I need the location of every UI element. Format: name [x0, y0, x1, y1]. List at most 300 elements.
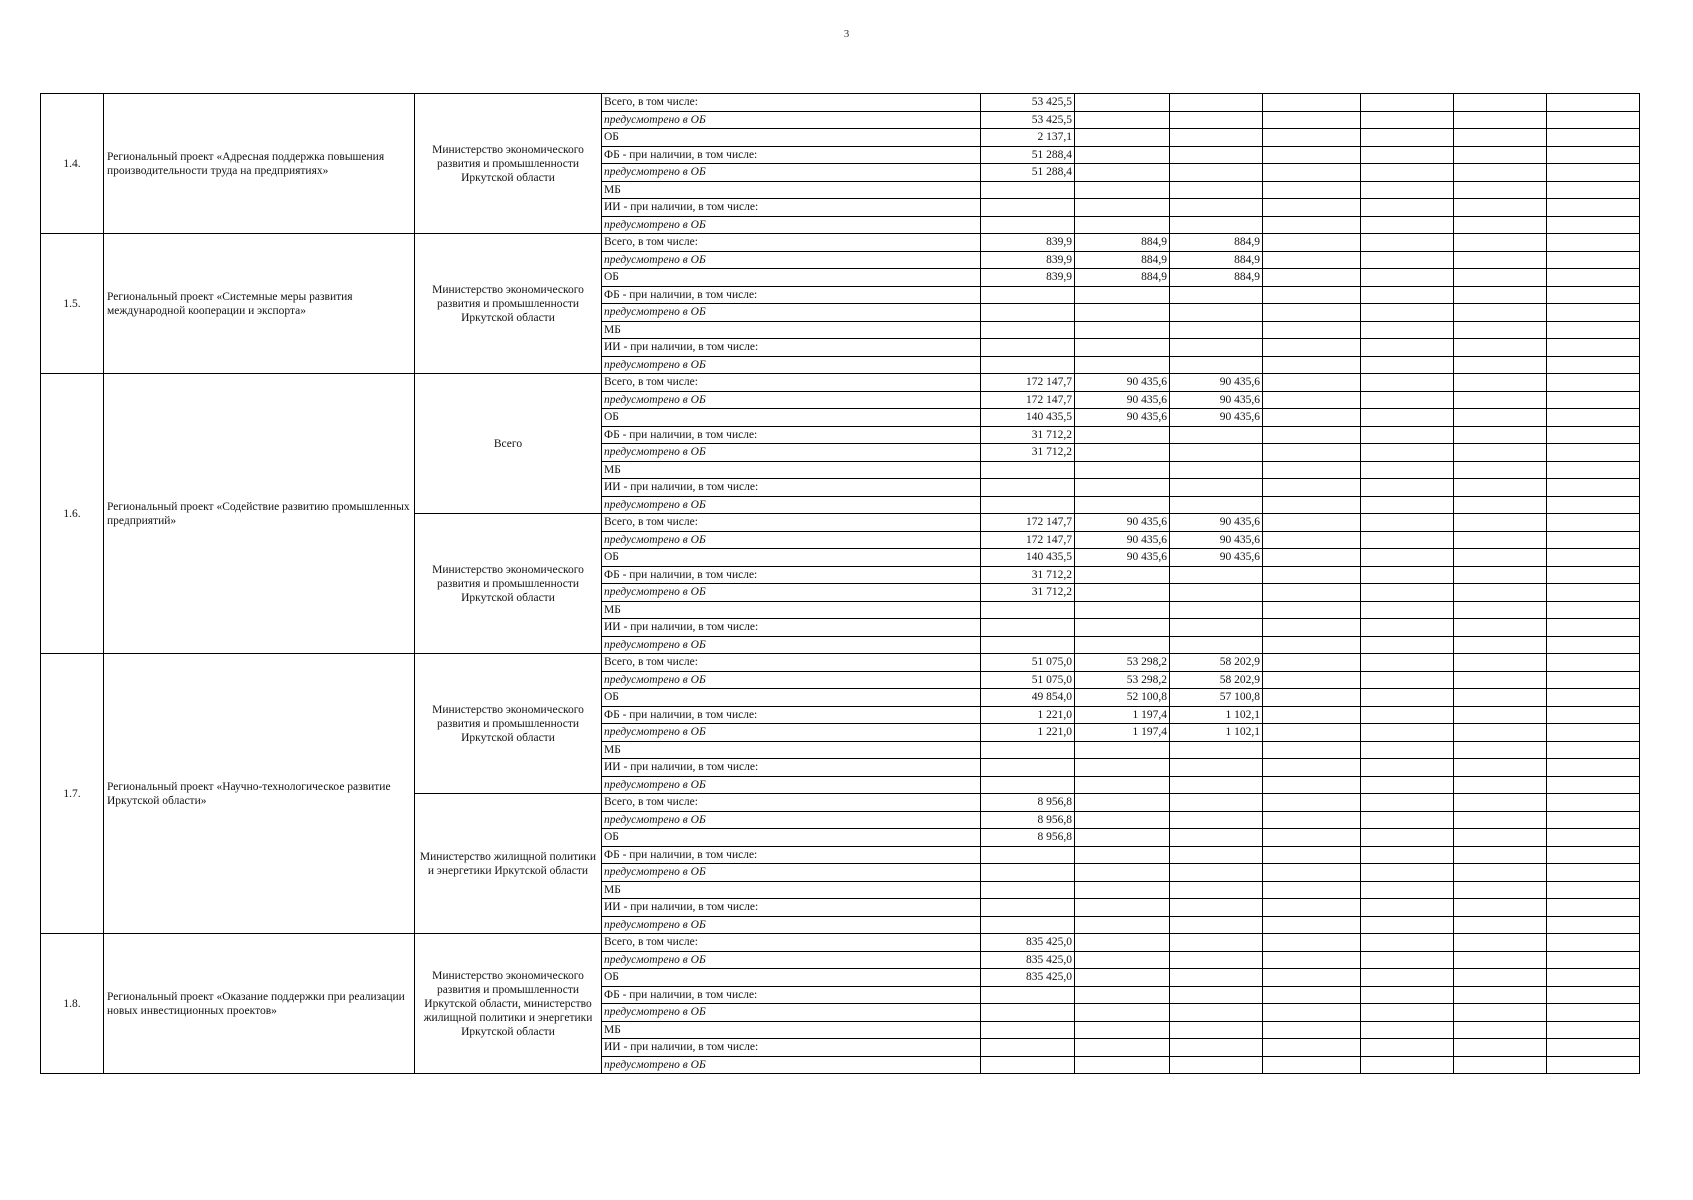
- amount-cell: [1454, 496, 1547, 514]
- amount-cell: [1454, 531, 1547, 549]
- executor: Министерство экономического развития и промышленности Иркутской области: [415, 234, 602, 374]
- amount-cell: [1263, 1056, 1361, 1074]
- amount-cell: [1075, 741, 1170, 759]
- amount-cell: [981, 846, 1075, 864]
- amount-cell: [1263, 619, 1361, 637]
- executor: Министерство экономического развития и промышленности Иркутской области: [415, 514, 602, 654]
- amount-cell: [1454, 619, 1547, 637]
- funding-source: предусмотрено в ОБ: [602, 496, 981, 514]
- amount-cell: [1170, 951, 1263, 969]
- amount-cell: [1361, 251, 1454, 269]
- amount-cell: [1263, 461, 1361, 479]
- amount-cell: 53 298,2: [1075, 654, 1170, 672]
- amount-cell: [1454, 584, 1547, 602]
- amount-cell: [1170, 286, 1263, 304]
- amount-cell: [1361, 846, 1454, 864]
- amount-cell: [1263, 356, 1361, 374]
- amount-cell: [1454, 846, 1547, 864]
- amount-cell: [1361, 601, 1454, 619]
- amount-cell: [1361, 811, 1454, 829]
- funding-source: ОБ: [602, 409, 981, 427]
- amount-cell: [981, 286, 1075, 304]
- amount-cell: 172 147,7: [981, 514, 1075, 532]
- amount-cell: [981, 339, 1075, 357]
- amount-cell: [1454, 1004, 1547, 1022]
- amount-cell: [1454, 899, 1547, 917]
- amount-cell: [1547, 164, 1640, 182]
- funding-source: Всего, в том числе:: [602, 934, 981, 952]
- amount-cell: 51 075,0: [981, 654, 1075, 672]
- amount-cell: [1361, 444, 1454, 462]
- amount-cell: [1263, 864, 1361, 882]
- amount-cell: [1361, 934, 1454, 952]
- amount-cell: [1454, 461, 1547, 479]
- amount-cell: [981, 986, 1075, 1004]
- amount-cell: [1075, 164, 1170, 182]
- amount-cell: [1454, 549, 1547, 567]
- amount-cell: [1075, 899, 1170, 917]
- amount-cell: [1547, 444, 1640, 462]
- amount-cell: [981, 216, 1075, 234]
- amount-cell: [1361, 164, 1454, 182]
- amount-cell: [1263, 199, 1361, 217]
- amount-cell: [1075, 566, 1170, 584]
- amount-cell: [1075, 356, 1170, 374]
- amount-cell: [1075, 111, 1170, 129]
- amount-cell: 1 102,1: [1170, 706, 1263, 724]
- amount-cell: [1361, 986, 1454, 1004]
- amount-cell: [1547, 129, 1640, 147]
- amount-cell: [981, 304, 1075, 322]
- amount-cell: [981, 1039, 1075, 1057]
- amount-cell: [1547, 986, 1640, 1004]
- amount-cell: 8 956,8: [981, 811, 1075, 829]
- amount-cell: [1263, 164, 1361, 182]
- amount-cell: [1454, 776, 1547, 794]
- amount-cell: [1454, 356, 1547, 374]
- amount-cell: [1263, 234, 1361, 252]
- amount-cell: [1170, 199, 1263, 217]
- funding-source: ФБ - при наличии, в том числе:: [602, 286, 981, 304]
- amount-cell: [1170, 776, 1263, 794]
- executor: Всего: [415, 374, 602, 514]
- amount-cell: [1075, 934, 1170, 952]
- amount-cell: [1454, 181, 1547, 199]
- amount-cell: [1547, 636, 1640, 654]
- table-row: [41, 374, 1640, 392]
- funding-source: предусмотрено в ОБ: [602, 444, 981, 462]
- amount-cell: [1361, 286, 1454, 304]
- amount-cell: [1170, 934, 1263, 952]
- amount-cell: [981, 1021, 1075, 1039]
- amount-cell: [1361, 426, 1454, 444]
- amount-cell: [1263, 286, 1361, 304]
- amount-cell: [1075, 916, 1170, 934]
- amount-cell: [1547, 811, 1640, 829]
- funding-source: предусмотрено в ОБ: [602, 111, 981, 129]
- amount-cell: [1170, 129, 1263, 147]
- amount-cell: 53 298,2: [1075, 671, 1170, 689]
- funding-source: Всего, в том числе:: [602, 374, 981, 392]
- amount-cell: [1454, 146, 1547, 164]
- amount-cell: [1547, 409, 1640, 427]
- amount-cell: [1547, 741, 1640, 759]
- amount-cell: [1361, 706, 1454, 724]
- amount-cell: [1361, 899, 1454, 917]
- amount-cell: [1454, 216, 1547, 234]
- amount-cell: [1547, 496, 1640, 514]
- amount-cell: [1170, 811, 1263, 829]
- amount-cell: [1547, 864, 1640, 882]
- amount-cell: 31 712,2: [981, 426, 1075, 444]
- amount-cell: [1263, 514, 1361, 532]
- amount-cell: [1547, 899, 1640, 917]
- amount-cell: [1263, 479, 1361, 497]
- amount-cell: [1454, 269, 1547, 287]
- amount-cell: [1263, 426, 1361, 444]
- amount-cell: [1263, 934, 1361, 952]
- amount-cell: [1263, 1004, 1361, 1022]
- funding-source: предусмотрено в ОБ: [602, 1056, 981, 1074]
- amount-cell: [1454, 199, 1547, 217]
- amount-cell: [981, 601, 1075, 619]
- amount-cell: [1263, 409, 1361, 427]
- amount-cell: [1361, 1056, 1454, 1074]
- amount-cell: [1454, 654, 1547, 672]
- amount-cell: [1547, 461, 1640, 479]
- amount-cell: [1170, 339, 1263, 357]
- amount-cell: [1075, 881, 1170, 899]
- amount-cell: [1075, 321, 1170, 339]
- amount-cell: [1075, 479, 1170, 497]
- amount-cell: [1547, 216, 1640, 234]
- funding-source: предусмотрено в ОБ: [602, 584, 981, 602]
- amount-cell: [1361, 461, 1454, 479]
- amount-cell: [1075, 94, 1170, 112]
- project-name: Региональный проект «Научно-технологическое развитие Иркутской области»: [104, 654, 415, 934]
- amount-cell: [1170, 461, 1263, 479]
- amount-cell: [1547, 321, 1640, 339]
- funding-source: ИИ - при наличии, в том числе:: [602, 759, 981, 777]
- project-name: Региональный проект «Адресная поддержка повышения производительности труда на предприятиях»: [104, 94, 415, 234]
- amount-cell: [1075, 986, 1170, 1004]
- funding-source: предусмотрено в ОБ: [602, 304, 981, 322]
- project-name: Региональный проект «Содействие развитию промышленных предприятий»: [104, 374, 415, 654]
- amount-cell: 90 435,6: [1170, 531, 1263, 549]
- amount-cell: 884,9: [1170, 234, 1263, 252]
- funding-source: предусмотрено в ОБ: [602, 811, 981, 829]
- amount-cell: 90 435,6: [1170, 409, 1263, 427]
- amount-cell: [1263, 1039, 1361, 1057]
- amount-cell: [1454, 934, 1547, 952]
- funding-source: ИИ - при наличии, в том числе:: [602, 479, 981, 497]
- amount-cell: [1170, 636, 1263, 654]
- amount-cell: [1361, 741, 1454, 759]
- amount-cell: [1075, 636, 1170, 654]
- amount-cell: [1454, 759, 1547, 777]
- amount-cell: [1263, 146, 1361, 164]
- amount-cell: [1170, 496, 1263, 514]
- amount-cell: [1361, 199, 1454, 217]
- amount-cell: [1170, 304, 1263, 322]
- amount-cell: [1075, 1056, 1170, 1074]
- amount-cell: [1547, 654, 1640, 672]
- executor: Министерство экономического развития и промышленности Иркутской области: [415, 94, 602, 234]
- item-number: 1.6.: [41, 374, 104, 654]
- funding-source: предусмотрено в ОБ: [602, 531, 981, 549]
- amount-cell: [1547, 1004, 1640, 1022]
- funding-source: предусмотрено в ОБ: [602, 356, 981, 374]
- amount-cell: [1263, 899, 1361, 917]
- amount-cell: [1547, 724, 1640, 742]
- amount-cell: [981, 1004, 1075, 1022]
- funding-source: ОБ: [602, 269, 981, 287]
- amount-cell: [1263, 444, 1361, 462]
- amount-cell: [1361, 234, 1454, 252]
- amount-cell: [1170, 741, 1263, 759]
- amount-cell: [1075, 216, 1170, 234]
- amount-cell: [1361, 514, 1454, 532]
- amount-cell: [1361, 549, 1454, 567]
- amount-cell: 58 202,9: [1170, 654, 1263, 672]
- amount-cell: [1547, 374, 1640, 392]
- amount-cell: [1361, 636, 1454, 654]
- amount-cell: [1263, 531, 1361, 549]
- amount-cell: [1547, 304, 1640, 322]
- amount-cell: 1 102,1: [1170, 724, 1263, 742]
- funding-source: МБ: [602, 461, 981, 479]
- amount-cell: [1547, 549, 1640, 567]
- amount-cell: [1361, 94, 1454, 112]
- amount-cell: [1075, 444, 1170, 462]
- amount-cell: 835 425,0: [981, 951, 1075, 969]
- amount-cell: [1454, 951, 1547, 969]
- amount-cell: [1075, 199, 1170, 217]
- amount-cell: [981, 199, 1075, 217]
- amount-cell: [1547, 479, 1640, 497]
- amount-cell: [981, 916, 1075, 934]
- amount-cell: [1170, 759, 1263, 777]
- amount-cell: [1454, 671, 1547, 689]
- amount-cell: [1547, 1021, 1640, 1039]
- table-row: [41, 654, 1640, 672]
- amount-cell: [1454, 339, 1547, 357]
- amount-cell: [1361, 1021, 1454, 1039]
- amount-cell: [1075, 496, 1170, 514]
- amount-cell: 2 137,1: [981, 129, 1075, 147]
- amount-cell: [1547, 356, 1640, 374]
- amount-cell: [1361, 129, 1454, 147]
- amount-cell: [1454, 444, 1547, 462]
- amount-cell: 884,9: [1075, 234, 1170, 252]
- amount-cell: [1361, 776, 1454, 794]
- funding-source: ФБ - при наличии, в том числе:: [602, 426, 981, 444]
- amount-cell: [1075, 584, 1170, 602]
- amount-cell: [1361, 916, 1454, 934]
- amount-cell: 31 712,2: [981, 584, 1075, 602]
- amount-cell: 58 202,9: [1170, 671, 1263, 689]
- amount-cell: 172 147,7: [981, 391, 1075, 409]
- amount-cell: [1547, 94, 1640, 112]
- amount-cell: [1075, 969, 1170, 987]
- amount-cell: [1454, 94, 1547, 112]
- amount-cell: [981, 321, 1075, 339]
- amount-cell: [1361, 619, 1454, 637]
- funding-source: ИИ - при наличии, в том числе:: [602, 619, 981, 637]
- amount-cell: 839,9: [981, 269, 1075, 287]
- amount-cell: [1454, 1021, 1547, 1039]
- amount-cell: [1547, 601, 1640, 619]
- funding-source: предусмотрено в ОБ: [602, 916, 981, 934]
- funding-source: ИИ - при наличии, в том числе:: [602, 199, 981, 217]
- table-row: [41, 94, 1640, 112]
- amount-cell: 51 288,4: [981, 164, 1075, 182]
- funding-source: МБ: [602, 601, 981, 619]
- funding-source: ФБ - при наличии, в том числе:: [602, 846, 981, 864]
- funding-source: Всего, в том числе:: [602, 94, 981, 112]
- amount-cell: [1170, 356, 1263, 374]
- amount-cell: [1170, 1056, 1263, 1074]
- amount-cell: [1547, 671, 1640, 689]
- amount-cell: [1170, 566, 1263, 584]
- amount-cell: [1170, 584, 1263, 602]
- amount-cell: 172 147,7: [981, 374, 1075, 392]
- amount-cell: [1075, 951, 1170, 969]
- amount-cell: [1547, 794, 1640, 812]
- amount-cell: [1547, 339, 1640, 357]
- amount-cell: [1170, 1004, 1263, 1022]
- amount-cell: [1547, 269, 1640, 287]
- amount-cell: [1263, 654, 1361, 672]
- amount-cell: [1547, 619, 1640, 637]
- amount-cell: [1547, 916, 1640, 934]
- amount-cell: 90 435,6: [1075, 374, 1170, 392]
- amount-cell: [1454, 864, 1547, 882]
- amount-cell: [1361, 391, 1454, 409]
- amount-cell: [1263, 916, 1361, 934]
- amount-cell: [1547, 759, 1640, 777]
- funding-source: ИИ - при наличии, в том числе:: [602, 339, 981, 357]
- amount-cell: [1547, 514, 1640, 532]
- amount-cell: [1547, 1039, 1640, 1057]
- amount-cell: [1361, 111, 1454, 129]
- amount-cell: [1263, 269, 1361, 287]
- amount-cell: [1263, 566, 1361, 584]
- funding-source: предусмотрено в ОБ: [602, 251, 981, 269]
- funding-source: ФБ - при наличии, в том числе:: [602, 146, 981, 164]
- funding-source: МБ: [602, 1021, 981, 1039]
- amount-cell: [1170, 986, 1263, 1004]
- amount-cell: [1361, 531, 1454, 549]
- amount-cell: [1361, 829, 1454, 847]
- amount-cell: [1547, 286, 1640, 304]
- amount-cell: [1263, 724, 1361, 742]
- amount-cell: [1263, 986, 1361, 1004]
- funding-source: предусмотрено в ОБ: [602, 216, 981, 234]
- budget-table: [40, 93, 1640, 1074]
- amount-cell: [1075, 829, 1170, 847]
- amount-cell: 884,9: [1075, 269, 1170, 287]
- amount-cell: [1361, 1004, 1454, 1022]
- amount-cell: [1170, 111, 1263, 129]
- amount-cell: 31 712,2: [981, 444, 1075, 462]
- amount-cell: [1263, 741, 1361, 759]
- amount-cell: [1263, 811, 1361, 829]
- amount-cell: [1361, 794, 1454, 812]
- amount-cell: [1361, 671, 1454, 689]
- funding-source: ОБ: [602, 969, 981, 987]
- amount-cell: [1075, 601, 1170, 619]
- amount-cell: [1263, 321, 1361, 339]
- amount-cell: 884,9: [1170, 269, 1263, 287]
- amount-cell: 835 425,0: [981, 934, 1075, 952]
- amount-cell: 49 854,0: [981, 689, 1075, 707]
- amount-cell: [1454, 741, 1547, 759]
- amount-cell: [1454, 829, 1547, 847]
- amount-cell: [1170, 619, 1263, 637]
- amount-cell: [1454, 986, 1547, 1004]
- amount-cell: 8 956,8: [981, 829, 1075, 847]
- amount-cell: [1547, 934, 1640, 952]
- amount-cell: [1075, 461, 1170, 479]
- amount-cell: [981, 461, 1075, 479]
- amount-cell: 884,9: [1075, 251, 1170, 269]
- amount-cell: [1454, 286, 1547, 304]
- amount-cell: [1263, 181, 1361, 199]
- amount-cell: [1361, 374, 1454, 392]
- item-number: 1.4.: [41, 94, 104, 234]
- amount-cell: [1361, 689, 1454, 707]
- amount-cell: [1454, 514, 1547, 532]
- amount-cell: 839,9: [981, 251, 1075, 269]
- amount-cell: [1075, 286, 1170, 304]
- funding-source: ОБ: [602, 829, 981, 847]
- amount-cell: 90 435,6: [1075, 514, 1170, 532]
- amount-cell: [1547, 1056, 1640, 1074]
- amount-cell: [1263, 689, 1361, 707]
- amount-cell: [1547, 829, 1640, 847]
- amount-cell: [1263, 339, 1361, 357]
- amount-cell: [1361, 216, 1454, 234]
- amount-cell: [1454, 251, 1547, 269]
- amount-cell: [1547, 969, 1640, 987]
- page-number: 3: [843, 28, 850, 40]
- amount-cell: [1170, 146, 1263, 164]
- amount-cell: 835 425,0: [981, 969, 1075, 987]
- amount-cell: [1454, 881, 1547, 899]
- amount-cell: [1361, 356, 1454, 374]
- amount-cell: 839,9: [981, 234, 1075, 252]
- amount-cell: 140 435,5: [981, 549, 1075, 567]
- amount-cell: [1170, 881, 1263, 899]
- budget-table-body: [41, 94, 1640, 1074]
- funding-source: ФБ - при наличии, в том числе:: [602, 706, 981, 724]
- amount-cell: [1263, 584, 1361, 602]
- amount-cell: [1170, 94, 1263, 112]
- table-row: [41, 234, 1640, 252]
- amount-cell: [1361, 864, 1454, 882]
- amount-cell: [1075, 339, 1170, 357]
- project-name: Региональный проект «Оказание поддержки при реализации новых инвестиционных проектов»: [104, 934, 415, 1074]
- project-name: Региональный проект «Системные меры развития международной кооперации и экспорта»: [104, 234, 415, 374]
- amount-cell: [1454, 129, 1547, 147]
- amount-cell: [1170, 216, 1263, 234]
- funding-source: Всего, в том числе:: [602, 654, 981, 672]
- amount-cell: [1361, 724, 1454, 742]
- amount-cell: [981, 776, 1075, 794]
- amount-cell: [1263, 304, 1361, 322]
- amount-cell: [1263, 881, 1361, 899]
